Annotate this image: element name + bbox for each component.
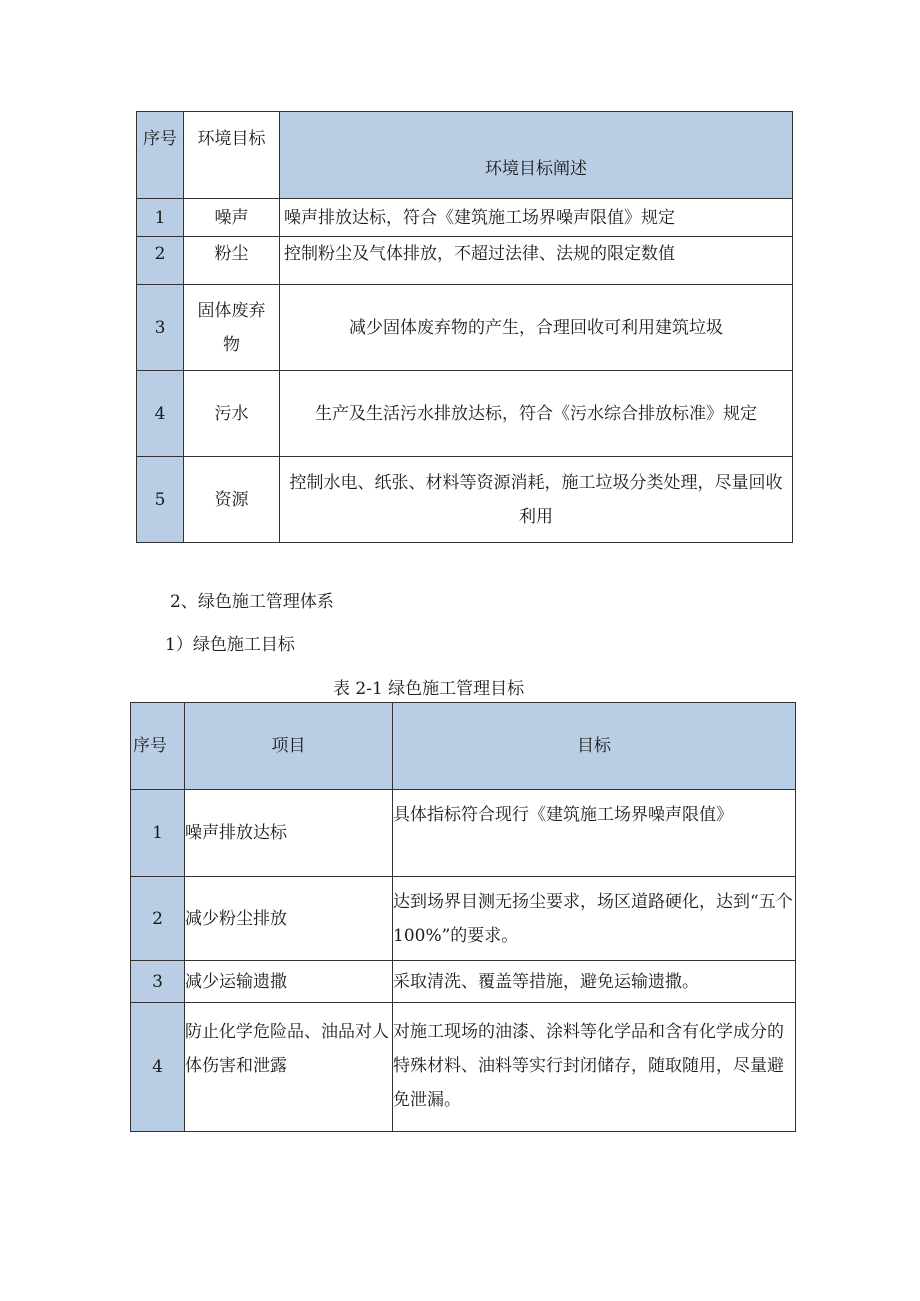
row-goal: 对施工现场的油漆、涂料等化学品和含有化学成分的特殊材料、油料等实行封闭储存，随取随用，尽量避免泄漏。	[393, 1003, 796, 1132]
row-target: 噪声	[184, 199, 280, 237]
row-item: 噪声排放达标	[185, 790, 393, 877]
row-target: 资源	[184, 457, 280, 543]
header-description: 环境目标阐述	[280, 112, 793, 199]
subsection-heading: 1）绿色施工目标	[165, 635, 295, 655]
environment-targets-table	[136, 111, 793, 543]
table-header-row	[137, 112, 793, 199]
table-row	[137, 199, 793, 237]
table-row	[137, 237, 793, 285]
row-serial: 2	[137, 237, 184, 285]
row-serial: 3	[137, 285, 184, 371]
row-description: 控制粉尘及气体排放，不超过法律、法规的限定数值	[280, 237, 793, 285]
row-goal: 具体指标符合现行《建筑施工场界噪声限值》	[393, 790, 796, 877]
row-serial: 5	[137, 457, 184, 543]
table-row	[137, 371, 793, 457]
row-target: 粉尘	[184, 237, 280, 285]
header-serial: 序号	[131, 703, 185, 790]
row-goal: 达到场界目测无扬尘要求，场区道路硬化，达到“五个 100%”的要求。	[393, 877, 796, 961]
row-target: 污水	[184, 371, 280, 457]
row-serial: 4	[137, 371, 184, 457]
row-serial: 1	[137, 199, 184, 237]
header-target: 环境目标	[184, 112, 280, 199]
section-heading: 2、绿色施工管理体系	[170, 592, 334, 612]
row-target: 固体废弃物	[184, 285, 280, 371]
row-serial: 4	[131, 1003, 185, 1132]
row-serial: 2	[131, 877, 185, 961]
table-row	[131, 1003, 796, 1132]
table-row	[131, 877, 796, 961]
row-item: 减少粉尘排放	[185, 877, 393, 961]
table-caption: 表 2-1 绿色施工管理目标	[333, 679, 525, 699]
row-item: 减少运输遗撒	[185, 961, 393, 1003]
table-header-row	[131, 703, 796, 790]
table-row	[137, 285, 793, 371]
row-serial: 1	[131, 790, 185, 877]
header-item: 项目	[185, 703, 393, 790]
green-construction-targets-table	[130, 702, 796, 1132]
row-description: 控制水电、纸张、材料等资源消耗，施工垃圾分类处理，尽量回收利用	[280, 457, 793, 543]
row-description: 噪声排放达标，符合《建筑施工场界噪声限值》规定	[280, 199, 793, 237]
row-item: 防止化学危险品、油品对人体伤害和泄露	[185, 1003, 393, 1132]
table-row	[131, 790, 796, 877]
row-description: 生产及生活污水排放达标，符合《污水综合排放标准》规定	[280, 371, 793, 457]
header-goal: 目标	[393, 703, 796, 790]
header-serial: 序号	[137, 112, 184, 199]
row-serial: 3	[131, 961, 185, 1003]
row-description: 减少固体废弃物的产生，合理回收可利用建筑垃圾	[280, 285, 793, 371]
table-row	[131, 961, 796, 1003]
table-row	[137, 457, 793, 543]
row-goal: 采取清洗、覆盖等措施，避免运输遗撒。	[393, 961, 796, 1003]
